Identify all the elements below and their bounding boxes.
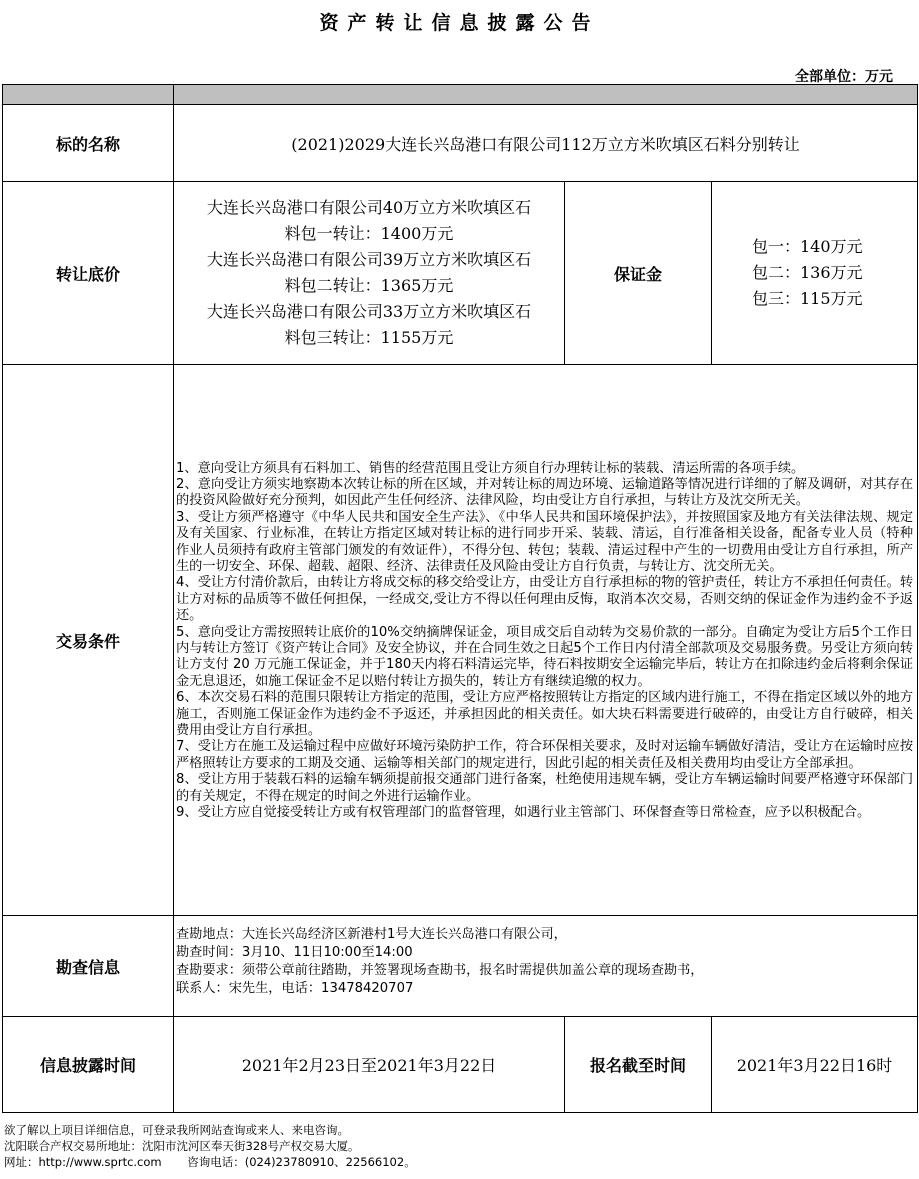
price-line: 料包三转让：1155万元: [284, 328, 454, 347]
footer-line: 欲了解以上项目详细信息，可登录我所网站查询或来人、来电咨询。: [4, 1123, 349, 1137]
price-line: 料包二转让：1365万元: [284, 276, 454, 295]
footer-line: 网址：http://www.sprtc.com 咨询电话：(024)23780910、22566102。: [4, 1155, 416, 1169]
price-lines: [174, 182, 565, 365]
footer: [4, 1122, 416, 1170]
price-row: [3, 182, 918, 365]
inspection-text: [174, 916, 918, 1017]
condition-item: 5、意向受让方需按照转让底价的10%交纳摘牌保证金，项目成交后自动转为交易价款的一部分。自确定为受让方后5个工作日内与转让方签订《资产转让合同》及安全协议，并在合同生效之日起5个工作日内付清全部款项及交易服务费。另受让方须向转让方支付 20 万元施工保证金，并于180天内将石料清运完毕，待石料按期安全运输完毕后，转让方在扣除违约金后将剩余保证金无息退还，如施工保证金不足以赔付转让方损失的，转让方有继续追缴的权力。: [176, 624, 914, 689]
deposit-item: 包二：136万元: [752, 263, 863, 282]
inspection-line: 勘查时间：3月10、11日10:00至14:00: [176, 945, 413, 960]
condition-item: 9、受让方应自觉接受转让方或有权管理部门的监督管理，如遇行业主管部门、环保督查等日常检查，应予以积极配合。: [176, 805, 871, 821]
disclosure-table: [2, 84, 918, 1113]
deadline-label: 报名截至时间: [565, 1017, 712, 1113]
disclosure-value: 2021年2月23日至2021年3月22日: [174, 1017, 565, 1113]
page-title: 资产转让信息披露公告: [319, 12, 600, 34]
unit-note: 全部单位：万元: [795, 69, 893, 85]
inspection-line: 查勘要求：须带公章前往踏勘，并签署现场查勘书，报名时需提供加盖公章的现场查勘书，: [176, 963, 704, 978]
price-line: 大连长兴岛港口有限公司39万立方米吹填区石: [206, 250, 532, 269]
condition-item: 4、受让方付清价款后，由转让方将成交标的移交给受让方，由受让方自行承担标的物的管护责任，转让方不承担任何责任。转让方对标的品质等不做任何担保，一经成交,受让方不得以任何理由反悔，取消本次交易，否则交纳的保证金作为违约金不予返还。: [176, 575, 914, 624]
condition-item: 3、受让方须严格遵守《中华人民共和国安全生产法》、《中华人民共和国环境保护法》，并按照国家及地方有关法律法规、规定及有关国家、行业标准，在转让方指定区域对转让标的进行同步开采、装载、清运，自行准备相关设备，配备专业人员（特种作业人员须持有政府主管部门颁发的有效证件），不得分包、转包；装载、清运过程中产生的一切费用由受让方自行承担，所产生的一切安全、环保、超载、超限、经济、法律责任及风险由受让方自行负责，与转让方、沈交所无关。: [176, 509, 914, 574]
condition-item: 2、意向受让方须实地察勘本次转让标的所在区域，并对转让标的周边环境、运输道路等情况进行详细的了解及调研，对其存在的投资风险做好充分预判，如因此产生任何经济、法律风险，均由受让方自行承担，与转让方及沈交所无关。: [176, 476, 914, 509]
subject-value: (2021)2029大连长兴岛港口有限公司112万立方米吹填区石料分别转让: [174, 105, 918, 182]
subject-row: [3, 105, 918, 182]
header-band-cell: [174, 85, 918, 105]
condition-item: 6、本次交易石料的范围只限转让方指定的范围，受让方应严格按照转让方指定的区域内进行施工，不得在指定区域以外的地方施工，否则施工保证金作为违约金不予返还，并承担因此的相关责任。如大块石料需要进行破碎的，由受让方自行破碎，相关费用由受让方自行承担。: [176, 690, 914, 739]
condition-item: 7、受让方在施工及运输过程中应做好环境污染防护工作，符合环保相关要求，及时对运输车辆做好清洁，受让方在运输时应按严格照转让方要求的工期及交通、运输等相关部门的规定进行，因此引起的相关责任及相关费用均由受让方全部承担。: [176, 739, 914, 771]
conditions-label: 交易条件: [3, 365, 174, 916]
price-label: 转让底价: [3, 182, 174, 365]
deposit-values: [712, 182, 918, 365]
deposit-label: 保证金: [565, 182, 712, 365]
footer-line: 沈阳联合产权交易所地址：沈阳市沈河区奉天街328号产权交易大厦。: [4, 1139, 360, 1153]
price-line: 大连长兴岛港口有限公司33万立方米吹填区石: [206, 302, 532, 321]
price-line: 大连长兴岛港口有限公司40万立方米吹填区石: [206, 198, 532, 217]
subject-label: 标的名称: [3, 105, 174, 182]
conditions-text: [174, 365, 918, 916]
price-line: 料包一转让：1400万元: [284, 224, 454, 243]
condition-item: 8、受让方用于装载石料的运输车辆须提前报交通部门进行备案，杜绝使用违规车辆，受让方车辆运输时间要严格遵守环保部门的有关规定，不得在规定的时间之外进行运输作业。: [176, 772, 914, 804]
inspection-line: 联系人：宋先生，电话：13478420707: [176, 981, 414, 996]
deposit-item: 包一：140万元: [752, 237, 863, 256]
header-band-row: [3, 85, 918, 105]
inspection-line: 查勘地点：大连长兴岛经济区新港村1号大连长兴岛港口有限公司，: [176, 927, 567, 942]
condition-item: 1、意向受让方须具有石料加工、销售的经营范围且受让方须自行办理转让标的装载、清运所需的各项手续。: [176, 460, 805, 476]
disclosure-label: 信息披露时间: [3, 1017, 174, 1113]
disclosure-row: [3, 1017, 918, 1113]
header-band-cell: [3, 85, 174, 105]
deposit-item: 包三：115万元: [752, 289, 863, 308]
deadline-value: 2021年3月22日16时: [712, 1017, 918, 1113]
inspection-label: 勘查信息: [3, 916, 174, 1017]
conditions-row: [3, 365, 918, 916]
inspection-row: [3, 916, 918, 1017]
